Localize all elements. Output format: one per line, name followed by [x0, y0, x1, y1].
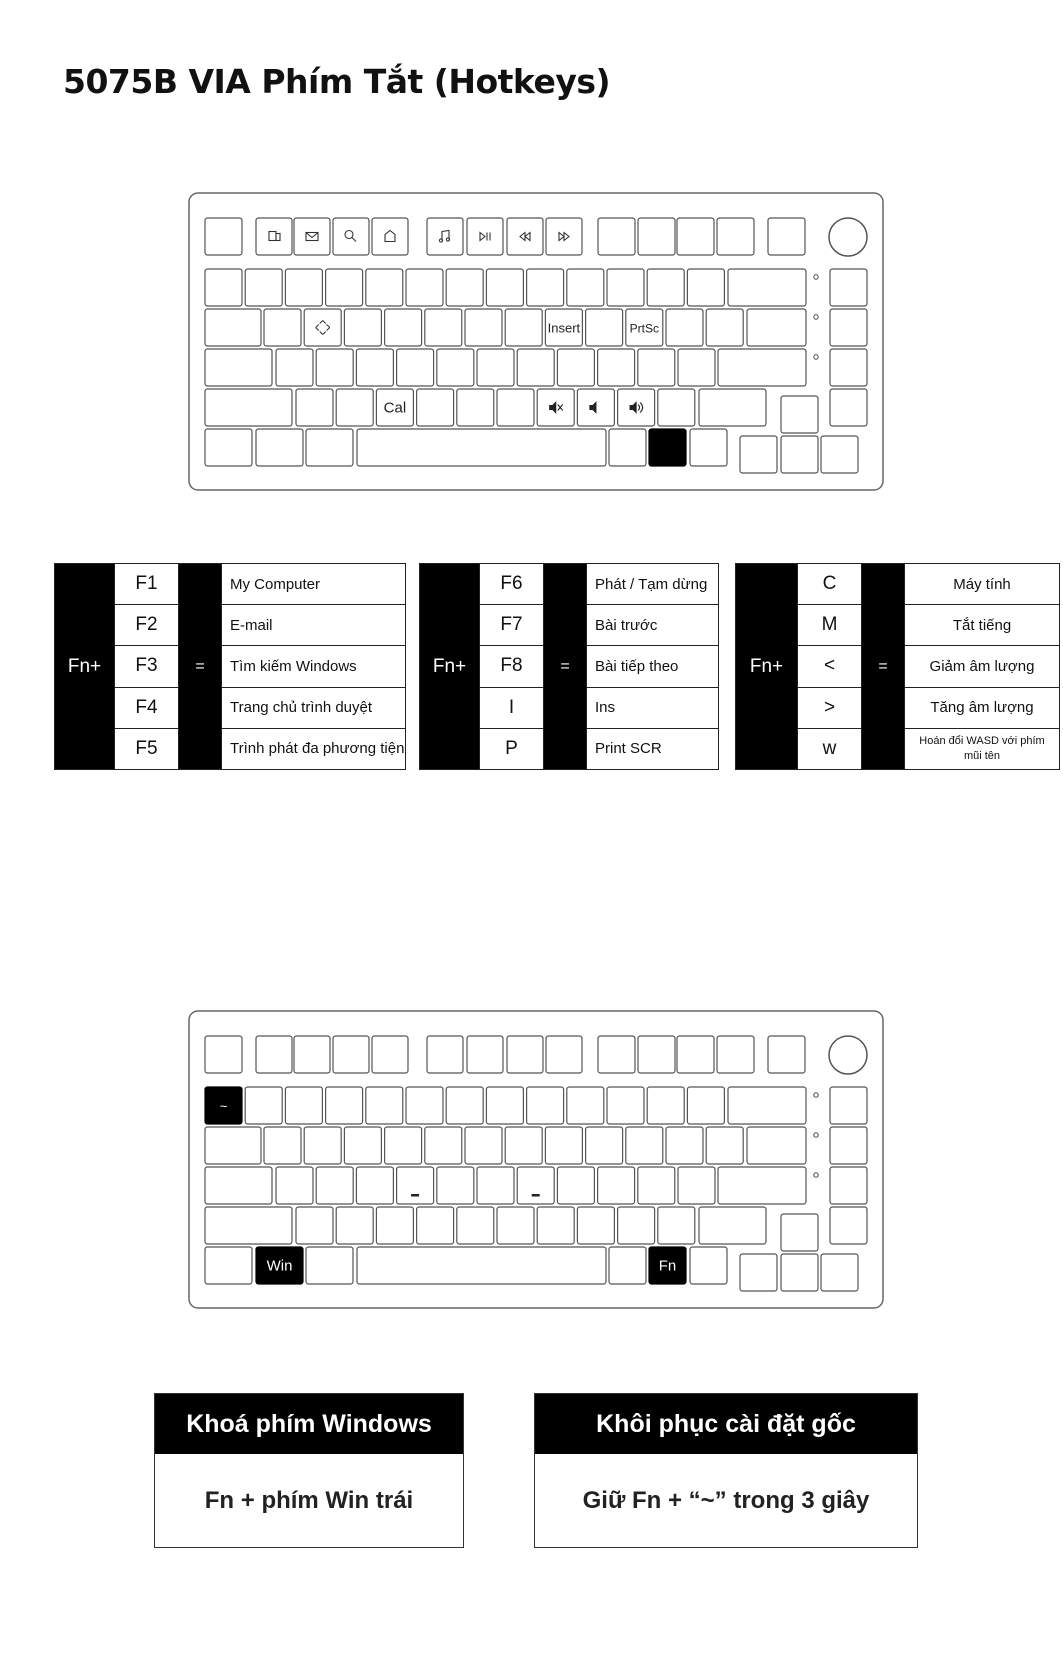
equals-sign: =	[862, 564, 905, 770]
key-bottom-letter	[577, 1207, 614, 1244]
hotkey-description: Bài tiếp theo	[587, 646, 719, 687]
factory-reset-header: Khôi phục cài đặt gốc	[535, 1394, 917, 1454]
key-qwerty-row	[304, 1127, 341, 1164]
key-nav-2	[830, 309, 867, 346]
key-home-row	[678, 1167, 715, 1204]
key-bottom-letter	[336, 389, 373, 426]
key-f11	[677, 218, 714, 255]
hotkey-table-1	[54, 563, 406, 770]
key-home-row	[477, 349, 514, 386]
key-legend: ~	[219, 1098, 228, 1114]
key-arrow-right	[821, 1254, 858, 1291]
hotkey-key: I	[480, 687, 544, 728]
key-number-row	[486, 269, 523, 306]
key-home-row	[397, 349, 434, 386]
hotkey-row	[55, 564, 406, 605]
hotkey-key: F1	[115, 564, 179, 605]
key-nav-1	[830, 269, 867, 306]
key-backspace	[728, 269, 806, 306]
key-spacebar	[357, 429, 606, 466]
key-home-row	[678, 349, 715, 386]
key-number-row	[527, 1087, 564, 1124]
key-qwerty-row	[586, 309, 623, 346]
key-extra	[768, 1036, 805, 1073]
hotkey-key: F8	[480, 646, 544, 687]
key-f1	[256, 1036, 292, 1073]
equals-sign: =	[544, 564, 587, 770]
key-bottom-letter	[618, 1207, 655, 1244]
key-f3	[333, 218, 369, 255]
key-number-row	[245, 1087, 282, 1124]
key-number-row	[326, 269, 363, 306]
key-arrow-up	[781, 1214, 818, 1251]
key-enter	[718, 349, 806, 386]
key-f10	[638, 218, 675, 255]
key-f1	[256, 218, 292, 255]
key-number-row	[326, 1087, 363, 1124]
home-bump	[411, 1194, 419, 1197]
key-legend: Insert	[547, 320, 581, 336]
key-number-row	[366, 1087, 403, 1124]
hotkey-row	[420, 564, 719, 605]
hotkey-description: Hoán đổi WASD với phím mũi tên	[905, 728, 1060, 769]
key-esc	[205, 1036, 242, 1073]
key-home-row	[638, 1167, 675, 1204]
key-left-alt	[306, 1247, 353, 1284]
key-number-row	[607, 1087, 644, 1124]
key-home-row	[557, 349, 594, 386]
hotkey-key: F7	[480, 605, 544, 646]
key-number-row	[366, 269, 403, 306]
page-title: 5075B VIA Phím Tắt (Hotkeys)	[63, 62, 611, 101]
key-nav-3	[830, 1167, 867, 1204]
key-fn	[649, 429, 686, 466]
key-f8	[546, 1036, 582, 1073]
key-bottom-letter	[417, 1207, 454, 1244]
hotkey-description: My Computer	[222, 564, 406, 605]
hotkey-key: >	[798, 687, 862, 728]
key-number-row	[607, 269, 644, 306]
key-f5	[427, 218, 463, 255]
factory-reset-box	[534, 1393, 918, 1548]
key-qwerty-row	[666, 1127, 703, 1164]
key-arrow-down	[781, 1254, 818, 1291]
key-f4	[372, 218, 408, 255]
hotkey-key: M	[798, 605, 862, 646]
hotkey-key: C	[798, 564, 862, 605]
fn-prefix: Fn+	[736, 564, 798, 770]
hotkey-description: Print SCR	[587, 728, 719, 769]
hotkey-description: Bài trước	[587, 605, 719, 646]
hotkey-description: Máy tính	[905, 564, 1060, 605]
key-left-shift	[205, 389, 292, 426]
key-caps	[205, 1167, 272, 1204]
key-qwerty-row	[344, 1127, 381, 1164]
key-qwerty-row	[505, 309, 542, 346]
key-number-row	[647, 1087, 684, 1124]
key-bottom-letter	[497, 389, 534, 426]
key-qwerty-row	[385, 309, 422, 346]
fn-prefix: Fn+	[55, 564, 115, 770]
hotkey-key: P	[480, 728, 544, 769]
key-esc	[205, 218, 242, 255]
key-number-row	[446, 269, 483, 306]
fn-prefix: Fn+	[420, 564, 480, 770]
hotkey-description: Tìm kiếm Windows	[222, 646, 406, 687]
key-left-ctrl	[205, 1247, 252, 1284]
key-arrow-left	[740, 1254, 777, 1291]
key-left-alt	[306, 429, 353, 466]
key-number-row	[687, 1087, 724, 1124]
volume-knob	[829, 1036, 867, 1074]
key-number-row	[486, 1087, 523, 1124]
key-legend: Cal	[383, 399, 407, 417]
key-bottom-letter	[658, 389, 695, 426]
key-home-row	[517, 1167, 554, 1204]
key-number-row	[285, 269, 322, 306]
keyboard-diagram-hotkeys	[0, 185, 1063, 495]
key-left-shift	[205, 1207, 292, 1244]
key-bottom-letter	[537, 1207, 574, 1244]
key-nav-4	[830, 1207, 867, 1244]
key-f9	[598, 218, 635, 255]
windows-lock-header: Khoá phím Windows	[155, 1394, 463, 1454]
key-qwerty-row	[666, 309, 703, 346]
key-number-row	[567, 269, 604, 306]
key-f3	[333, 1036, 369, 1073]
key-qwerty-row	[586, 1127, 623, 1164]
key-arrow-right	[821, 436, 858, 473]
key-backslash	[747, 309, 806, 346]
key-bottom-letter	[417, 389, 454, 426]
key-qwerty-row	[545, 1127, 582, 1164]
key-spacebar	[357, 1247, 606, 1284]
key-right-ctrl	[690, 429, 727, 466]
key-number-row	[245, 269, 282, 306]
key-f2	[294, 218, 330, 255]
key-legend: Win	[266, 1257, 293, 1275]
key-tab	[205, 1127, 261, 1164]
key-home-row	[517, 349, 554, 386]
key-right-shift	[699, 389, 766, 426]
key-f12	[717, 218, 754, 255]
key-arrow-up	[781, 396, 818, 433]
keyboard-diagram-shortcuts	[0, 1003, 1063, 1313]
hotkey-key: F4	[115, 687, 179, 728]
hotkey-row	[736, 564, 1060, 605]
key-nav-3	[830, 349, 867, 386]
key-arrow-down	[781, 436, 818, 473]
home-bump	[532, 1194, 540, 1197]
key-qwerty-row	[465, 1127, 502, 1164]
hotkey-key: F5	[115, 728, 179, 769]
key-bottom-letter	[376, 1207, 413, 1244]
key-number-row	[647, 269, 684, 306]
key-qwerty-row	[425, 1127, 462, 1164]
hotkey-key: F2	[115, 605, 179, 646]
hotkey-description: Trình phát đa phương tiện	[222, 728, 406, 769]
key-f11	[677, 1036, 714, 1073]
key-f2	[294, 1036, 330, 1073]
key-f5	[427, 1036, 463, 1073]
key-f4	[372, 1036, 408, 1073]
key-qwerty-row	[264, 1127, 301, 1164]
key-number-row	[406, 269, 443, 306]
key-home-row	[276, 349, 313, 386]
key-home-row	[598, 1167, 635, 1204]
key-home-row	[397, 1167, 434, 1204]
key-number-row	[285, 1087, 322, 1124]
equals-sign: =	[179, 564, 222, 770]
key-bottom-letter	[497, 1207, 534, 1244]
key-extra	[768, 218, 805, 255]
hotkey-description: Ins	[587, 687, 719, 728]
hotkey-description: Giảm âm lượng	[905, 646, 1060, 687]
key-qwerty-row	[626, 1127, 663, 1164]
key-qwerty-row	[505, 1127, 542, 1164]
hotkey-table-3	[735, 563, 1060, 770]
hotkey-description: Tăng âm lượng	[905, 687, 1060, 728]
key-number-row	[527, 269, 564, 306]
key-nav-2	[830, 1127, 867, 1164]
key-left-win	[256, 429, 303, 466]
key-qwerty-row	[344, 309, 381, 346]
key-home-row	[316, 349, 353, 386]
volume-knob	[829, 218, 867, 256]
key-legend: PrtSc	[629, 321, 659, 336]
key-enter	[718, 1167, 806, 1204]
hotkey-description: E-mail	[222, 605, 406, 646]
key-qwerty-row	[706, 1127, 743, 1164]
key-right-shift	[699, 1207, 766, 1244]
key-right-alt	[609, 429, 646, 466]
key-qwerty-row	[706, 309, 743, 346]
hotkey-key: F6	[480, 564, 544, 605]
hotkey-description: Trang chủ trình duyệt	[222, 687, 406, 728]
key-tab	[205, 309, 261, 346]
key-home-row	[356, 349, 393, 386]
key-backslash	[747, 1127, 806, 1164]
key-number-row	[687, 269, 724, 306]
hotkey-table-2	[419, 563, 719, 770]
key-number-row	[205, 269, 242, 306]
key-right-ctrl	[690, 1247, 727, 1284]
factory-reset-body: Giữ Fn + “~” trong 3 giây	[582, 1487, 870, 1514]
key-arrow-left	[740, 436, 777, 473]
key-bottom-letter	[296, 1207, 333, 1244]
key-bottom-letter	[457, 389, 494, 426]
hotkey-key: w	[798, 728, 862, 769]
key-home-row	[437, 1167, 474, 1204]
key-home-row	[276, 1167, 313, 1204]
key-bottom-letter	[336, 1207, 373, 1244]
hotkey-key: F3	[115, 646, 179, 687]
key-left-ctrl	[205, 429, 252, 466]
key-caps	[205, 349, 272, 386]
hotkey-description: Phát / Tạm dừng	[587, 564, 719, 605]
key-bottom-letter	[296, 389, 333, 426]
key-qwerty-row	[385, 1127, 422, 1164]
hotkey-key: <	[798, 646, 862, 687]
key-home-row	[316, 1167, 353, 1204]
key-number-row	[567, 1087, 604, 1124]
key-home-row	[638, 349, 675, 386]
key-f6	[467, 1036, 503, 1073]
key-f9	[598, 1036, 635, 1073]
key-nav-4	[830, 389, 867, 426]
key-right-alt	[609, 1247, 646, 1284]
key-f7	[507, 1036, 543, 1073]
key-f12	[717, 1036, 754, 1073]
hotkey-description: Tắt tiếng	[905, 605, 1060, 646]
key-backspace	[728, 1087, 806, 1124]
key-home-row	[437, 349, 474, 386]
key-qwerty-row	[425, 309, 462, 346]
key-home-row	[356, 1167, 393, 1204]
key-home-row	[477, 1167, 514, 1204]
key-nav-1	[830, 1087, 867, 1124]
key-bottom-letter	[658, 1207, 695, 1244]
key-qwerty-row	[304, 309, 341, 346]
key-qwerty-row	[465, 309, 502, 346]
windows-lock-body: Fn + phím Win trái	[204, 1487, 414, 1514]
key-number-row	[406, 1087, 443, 1124]
key-number-row	[446, 1087, 483, 1124]
key-bottom-letter	[457, 1207, 494, 1244]
windows-lock-box	[154, 1393, 464, 1548]
key-home-row	[598, 349, 635, 386]
key-qwerty-row	[264, 309, 301, 346]
key-f10	[638, 1036, 675, 1073]
key-home-row	[557, 1167, 594, 1204]
key-legend: Fn	[658, 1257, 677, 1275]
